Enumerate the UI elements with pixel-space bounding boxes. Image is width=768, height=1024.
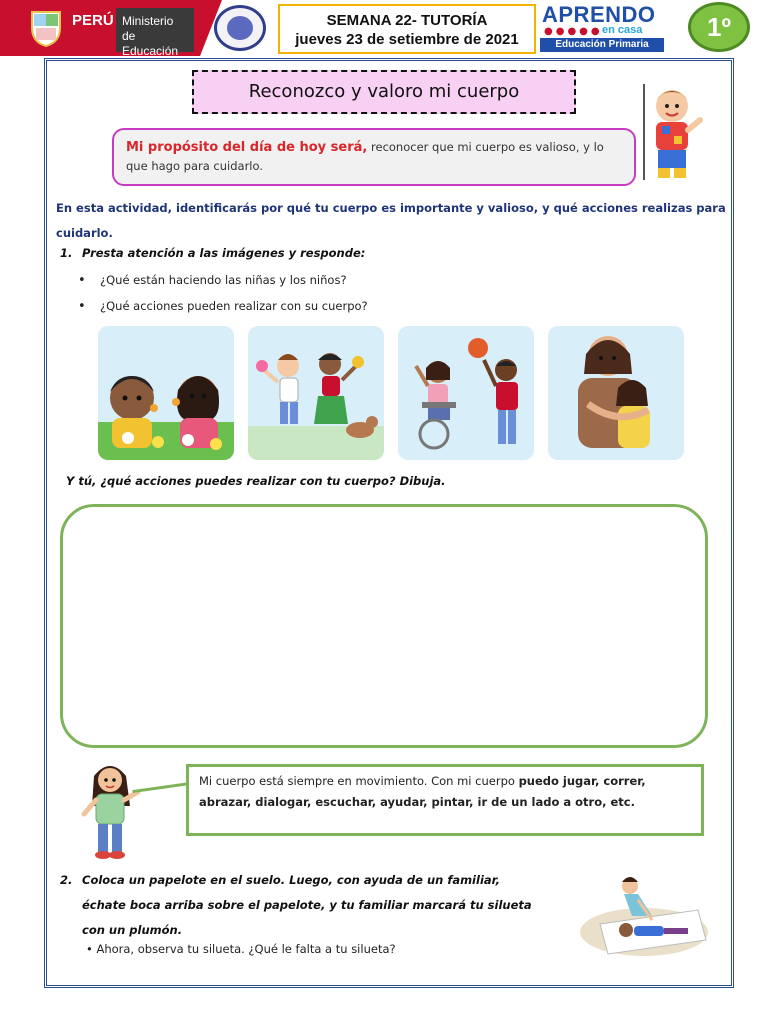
date-label: jueves 23 de setiembre de 2021: [295, 31, 519, 48]
question-list: [78, 270, 368, 322]
step-2-question: • Ahora, observa tu silueta. ¿Qué le falta a tu silueta?: [86, 942, 396, 956]
ministry-line-2: de Educación: [122, 29, 179, 58]
brand-band: Educación Primaria: [540, 38, 664, 52]
scene-running-image: [248, 326, 384, 460]
step-2-instruction: [60, 868, 556, 943]
brand-dots-icon: ●●●●●: [544, 26, 603, 37]
silhouette-activity-illustration-icon: [578, 864, 712, 960]
question-item: • ¿Qué acciones pueden realizar con su cuerpo?: [78, 296, 368, 322]
brand-subtitle: en casa: [602, 24, 643, 36]
school-seal-icon: [214, 5, 266, 51]
scene-hug-image: [548, 326, 684, 460]
country-label: PERÚ: [72, 12, 114, 29]
ministry-line-1: Ministerio: [122, 14, 174, 28]
week-label: SEMANA 22- TUTORÍA: [326, 12, 488, 29]
step-1-instruction: [60, 246, 365, 260]
brand-title: APRENDO: [542, 2, 656, 27]
activity-intro: En esta actividad, identificarás por qué tu cuerpo es importante y valioso, y qué acciones realizas para cuidarlo.: [56, 201, 726, 240]
scene-ball-image: [398, 326, 534, 460]
step-1-number: 1.: [60, 246, 73, 260]
purpose-lead: Mi propósito del día de hoy será,: [126, 140, 368, 155]
speech-bold-text: puedo jugar, correr, abrazar, dialogar, escuchar, ayudar, pintar, ir de un lado a otro, etc.: [199, 774, 646, 809]
step-2-line-1: Coloca un papelote en el suelo. Luego, con ayuda de un familiar,: [82, 873, 500, 887]
drawing-instruction: Y tú, ¿qué acciones puedes realizar con tu cuerpo? Dibuja.: [66, 474, 446, 488]
drawing-area[interactable]: [60, 504, 708, 748]
question-item: • ¿Qué están haciendo las niñas y los niños?: [78, 270, 368, 296]
step-2-line-2: échate boca arriba sobre el papelote, y tu familiar marcará tu silueta: [82, 898, 532, 912]
boy-illustration-icon: [638, 80, 706, 184]
step-1-text: Presta atención a las imágenes y responde:: [82, 246, 366, 260]
aprendo-en-casa-logo: [540, 2, 680, 54]
speech-plain-text: Mi cuerpo está siempre en movimiento. Con mi cuerpo: [199, 774, 519, 788]
peru-shield-icon: [28, 8, 64, 48]
purpose-box: [112, 128, 636, 186]
step-2-question-text: Ahora, observa tu silueta. ¿Qué le falta a tu silueta?: [96, 942, 396, 956]
week-date-box: [278, 4, 536, 54]
step-2-number: 2.: [60, 873, 73, 887]
step-2-line-3: con un plumón.: [82, 923, 183, 937]
purpose-text: reconocer que mi cuerpo es valioso, y lo que hago para cuidarlo.: [126, 140, 604, 173]
scene-garden-image: [98, 326, 234, 460]
speech-bubble: [186, 764, 704, 836]
worksheet-title: Reconozco y valoro mi cuerpo: [192, 70, 576, 114]
page-header: [0, 0, 768, 56]
ministry-logo: [116, 8, 194, 58]
grade-badge: 1º: [688, 2, 750, 52]
girl-illustration-icon: [80, 756, 150, 860]
